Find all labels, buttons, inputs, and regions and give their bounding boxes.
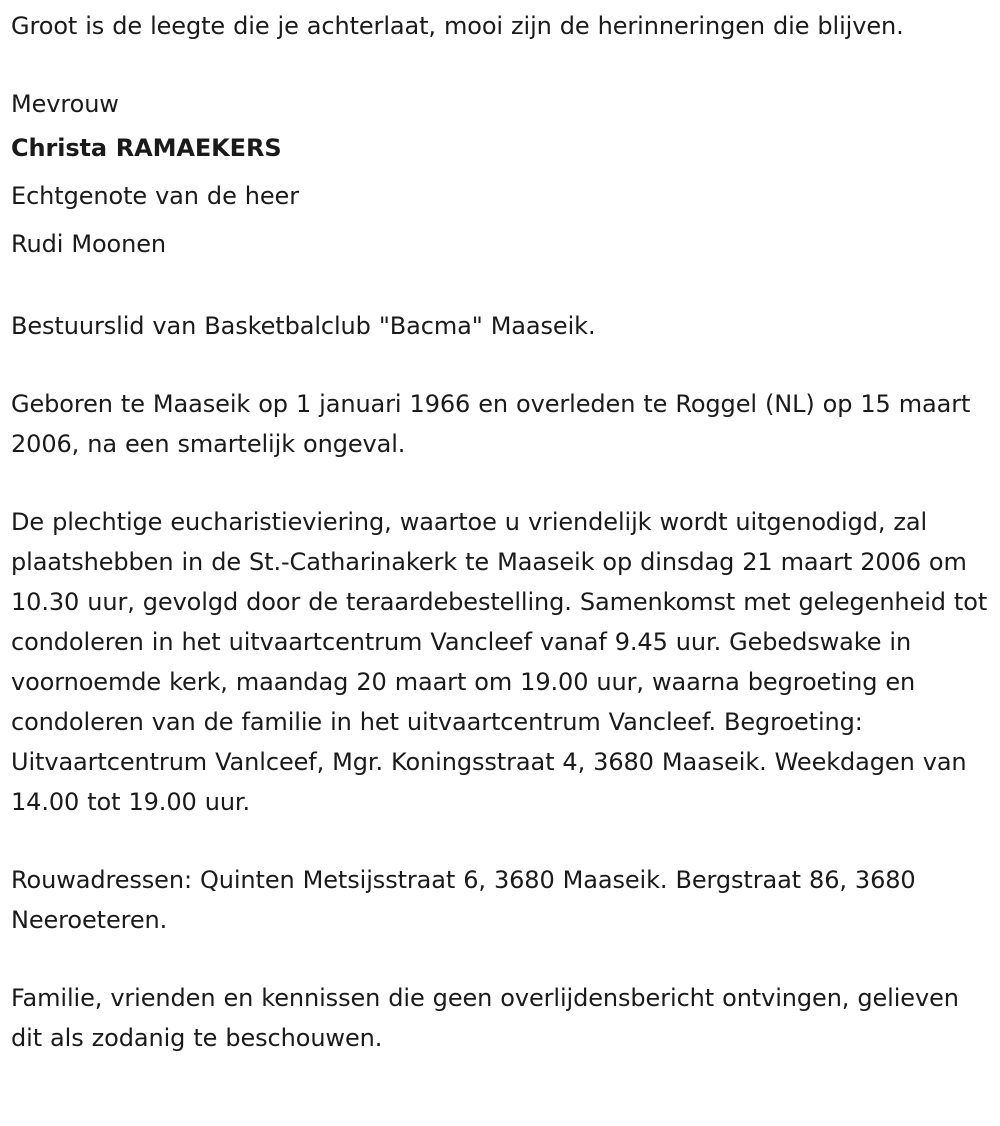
club-membership: Bestuurslid van Basketbalclub "Bacma" Maaseik. [11, 312, 596, 340]
birth-death-info: Geboren te Maaseik op 1 januari 1966 en overleden te Roggel (NL) op 15 maart 2006, na een smartelijk ongeval. [11, 390, 971, 458]
closing-note: Familie, vrienden en kennissen die geen overlijdensbericht ontvingen, gelieven dit als zodanig te beschouwen. [11, 984, 959, 1052]
mourning-addresses: Rouwadressen: Quinten Metsijsstraat 6, 3680 Maaseik. Bergstraat 86, 3680 Neeroeteren. [11, 866, 916, 934]
deceased-name: Christa RAMAEKERS [11, 134, 282, 162]
spouse-line-2: Rudi Moonen [11, 230, 167, 258]
obituary-document [11, 0, 991, 1058]
opening-quote: Groot is de leegte die je achterlaat, mooi zijn de herinneringen die blijven. [11, 12, 904, 40]
spouse-line-1: Echtgenote van de heer [11, 182, 299, 210]
salutation: Mevrouw [11, 90, 119, 118]
ceremony-details: De plechtige eucharistieviering, waartoe u vriendelijk wordt uitgenodigd, zal plaatshebben in de St.-Catharinakerk te Maaseik op dinsdag 21 maart 2006 om 10.30 uur, gevolgd door de teraardebestelling. Samenkomst met gelegenheid tot condoleren in het uitvaartcentrum Vancleef vanaf 9.45 uur. Gebedswake in voornoemde kerk, maandag 20 maart om 19.00 uur, waarna begroeting en condoleren van de familie in het uitvaartcentrum Vancleef. Begroeting: Uitvaartcentrum Vanlceef, Mgr. Koningsstraat 4, 3680 Maaseik. Weekdagen van 14.00 tot 19.00 uur. [11, 508, 988, 816]
